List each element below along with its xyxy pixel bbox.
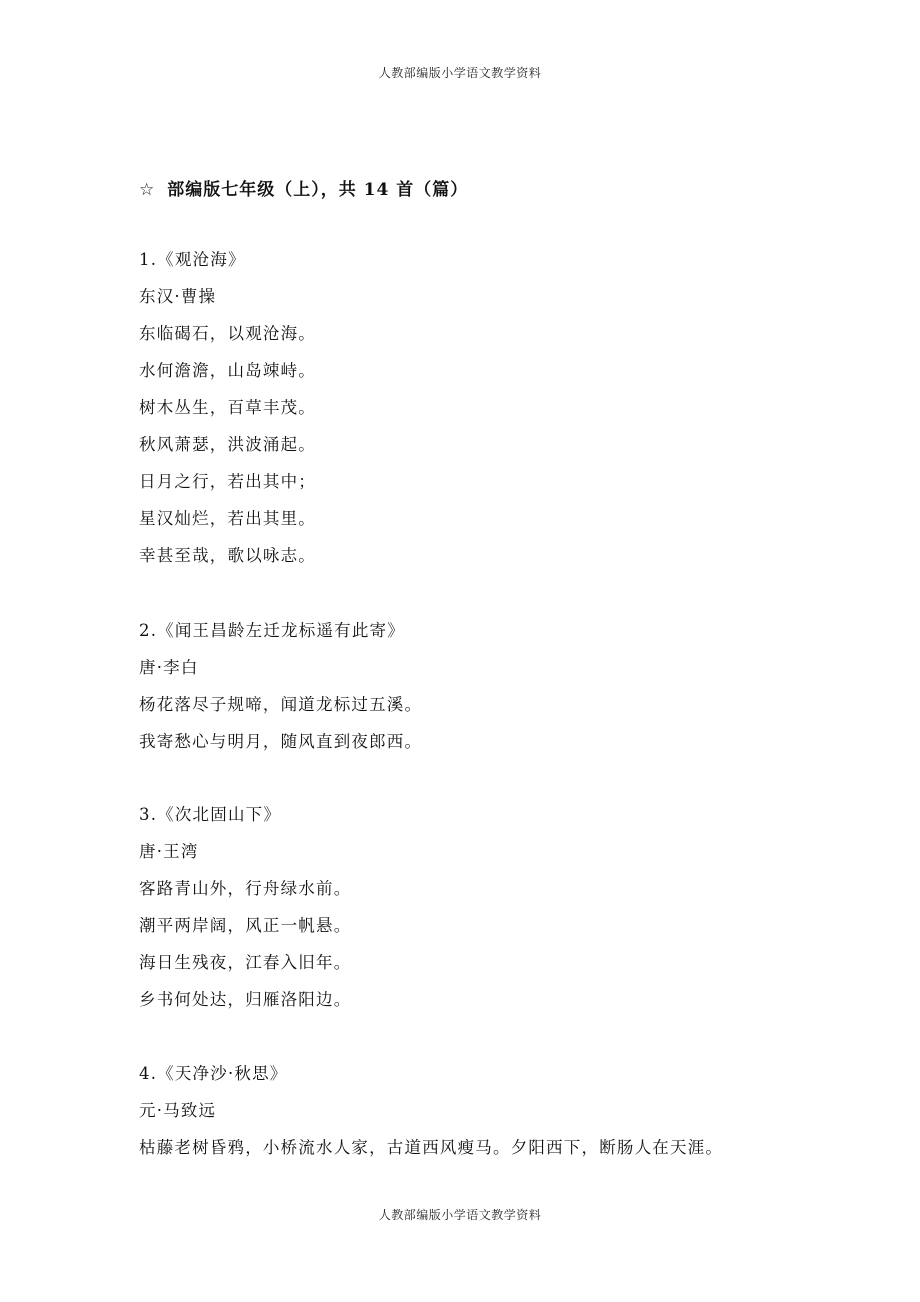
poem-title: 2.《闻王昌龄左迁龙标遥有此寄》 xyxy=(139,621,405,640)
poem-title: 4.《天净沙·秋思》 xyxy=(139,1064,288,1083)
poem-line: 潮平两岸阔，风正一帆悬。 xyxy=(139,916,352,935)
poem-line: 树木丛生，百草丰茂。 xyxy=(139,398,316,417)
page-header: 人教部编版小学语文教学资料 xyxy=(378,66,542,80)
poem-line: 东临碣石，以观沧海。 xyxy=(139,324,316,343)
poem-4 xyxy=(139,1055,839,1166)
poem-line: 枯藤老树昏鸦，小桥流水人家，古道西风瘦马。夕阳西下，断肠人在天涯。 xyxy=(139,1138,724,1157)
poem-author: 唐·李白 xyxy=(139,658,199,677)
poem-line: 我寄愁心与明月，随风直到夜郎西。 xyxy=(139,732,423,751)
poem-line: 幸甚至哉，歌以咏志。 xyxy=(139,546,316,565)
star-icon: ☆ xyxy=(139,180,156,200)
poem-title: 3.《次北固山下》 xyxy=(139,805,282,824)
poem-1 xyxy=(139,241,839,574)
poem-line: 秋风萧瑟，洪波涌起。 xyxy=(139,435,316,454)
poem-line: 乡书何处达，归雁洛阳边。 xyxy=(139,990,352,1009)
poem-line: 客路青山外，行舟绿水前。 xyxy=(139,879,352,898)
section-title: 部编版七年级（上），共 14 首（篇） xyxy=(167,180,469,200)
poem-line: 海日生残夜，江春入旧年。 xyxy=(139,953,352,972)
poem-line: 星汉灿烂，若出其里。 xyxy=(139,509,316,528)
poem-title: 1.《观沧海》 xyxy=(139,250,246,269)
section-heading xyxy=(139,175,468,200)
poem-line: 水何澹澹，山岛竦峙。 xyxy=(139,361,316,380)
page-footer: 人教部编版小学语文教学资料 xyxy=(378,1208,542,1222)
poem-3 xyxy=(139,796,839,1018)
poem-author: 东汉·曹操 xyxy=(139,287,217,306)
poem-2 xyxy=(139,612,839,760)
poem-author: 唐·王湾 xyxy=(139,842,199,861)
poem-line: 杨花落尽子规啼，闻道龙标过五溪。 xyxy=(139,695,423,714)
poem-author: 元·马致远 xyxy=(139,1101,217,1120)
poem-line: 日月之行，若出其中； xyxy=(139,472,316,491)
